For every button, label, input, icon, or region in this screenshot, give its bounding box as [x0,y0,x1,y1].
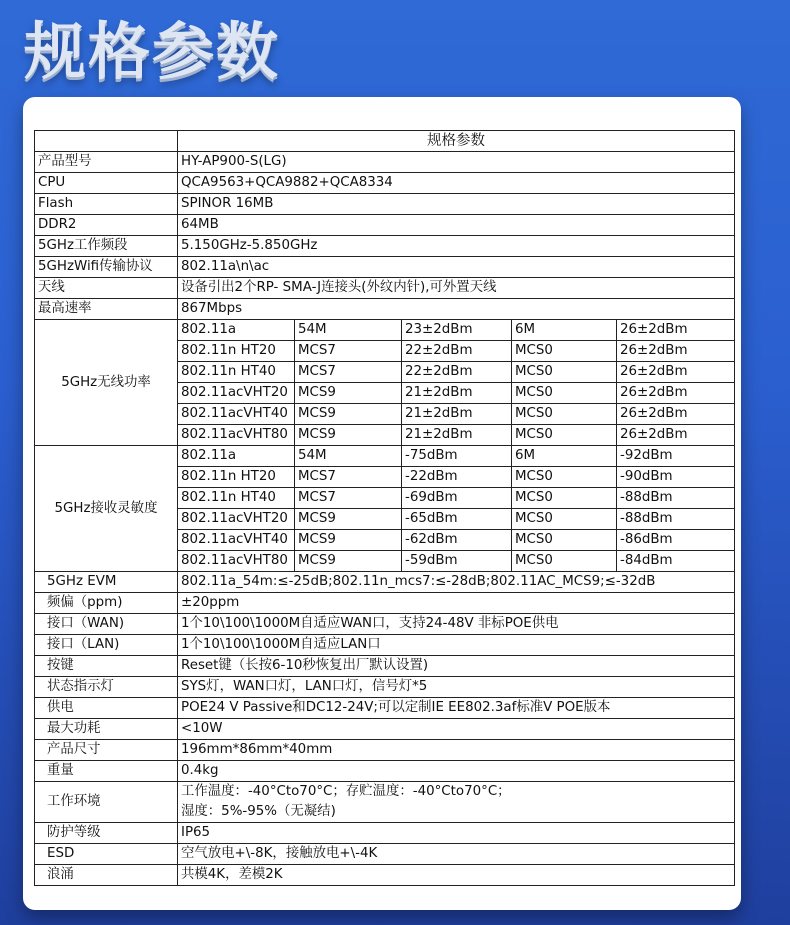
spec-cell: -92dBm [617,446,735,467]
spec-cell: 54M [295,320,402,341]
spec-label: 产品型号 [35,152,178,173]
spec-value: ±20ppm [178,593,735,614]
spec-cell: MCS0 [512,425,617,446]
spec-value: Reset键（长按6-10秒恢复出厂默认设置) [178,656,735,677]
spec-cell: 26±2dBm [617,404,735,425]
spec-table [34,130,735,886]
table-header-row [35,131,735,152]
table-row [35,257,735,278]
spec-cell: MCS9 [295,530,402,551]
spec-cell: 6M [512,320,617,341]
spec-cell: 802.11acVHT80 [178,551,295,572]
tx-power-label: 5GHz无线功率 [35,320,178,446]
spec-cell: 802.11acVHT80 [178,425,295,446]
spec-cell: MCS0 [512,509,617,530]
spec-cell: MCS9 [295,551,402,572]
spec-cell: 21±2dBm [402,404,512,425]
spec-value: 1个10\100\1000M自适应WAN口，支持24-48V 非标POE供电 [178,614,735,635]
spec-value: <10W [178,719,735,740]
spec-cell: MCS9 [295,404,402,425]
spec-cell: 802.11n HT40 [178,362,295,383]
table-row [35,173,735,194]
table-row [35,593,735,614]
spec-label: CPU [35,173,178,194]
spec-cell: 6M [512,446,617,467]
table-row [35,844,735,865]
spec-cell: MCS7 [295,488,402,509]
spec-label: 最高速率 [35,299,178,320]
spec-cell: -22dBm [402,467,512,488]
spec-label: 状态指示灯 [35,677,178,698]
spec-cell: 802.11acVHT20 [178,509,295,530]
table-row [35,194,735,215]
spec-label: 防护等级 [35,823,178,844]
spec-cell: MCS9 [295,383,402,404]
spec-cell: 802.11a [178,320,295,341]
spec-cell: 22±2dBm [402,341,512,362]
spec-value: SYS灯，WAN口灯，LAN口灯，信号灯*5 [178,677,735,698]
spec-cell: 22±2dBm [402,362,512,383]
spec-cell: 26±2dBm [617,383,735,404]
table-row [35,719,735,740]
spec-label: 工作环境 [35,782,178,823]
spec-cell: MCS9 [295,425,402,446]
table-row [35,635,735,656]
spec-cell: 802.11a [178,446,295,467]
spec-cell: 26±2dBm [617,341,735,362]
environment-line-humidity: 湿度：5%-95%（无凝结) [181,804,336,819]
spec-cell: 54M [295,446,402,467]
rx-sensitivity-label: 5GHz接收灵敏度 [35,446,178,572]
table-row [35,823,735,844]
spec-value [178,782,735,823]
spec-value: 0.4kg [178,761,735,782]
spec-cell: MCS7 [295,362,402,383]
table-row [35,740,735,761]
spec-cell: 802.11acVHT40 [178,530,295,551]
spec-label: ESD [35,844,178,865]
table-row [35,299,735,320]
spec-card [23,97,741,910]
spec-cell: -88dBm [617,509,735,530]
table-row [35,656,735,677]
table-row [35,320,735,341]
spec-cell: -75dBm [402,446,512,467]
spec-value: 共模4K，差模2K [178,865,735,886]
spec-label: 浪涌 [35,865,178,886]
spec-cell: 26±2dBm [617,425,735,446]
spec-value: 设备引出2个RP- SMA-J连接头(外纹内针),可外置天线 [178,278,735,299]
spec-label: 接口（WAN) [35,614,178,635]
table-row [35,677,735,698]
spec-cell: MCS0 [512,467,617,488]
spec-cell: 802.11n HT40 [178,488,295,509]
spec-label: 重量 [35,761,178,782]
table-row [35,215,735,236]
spec-cell: 26±2dBm [617,362,735,383]
spec-cell: 21±2dBm [402,383,512,404]
spec-cell: 802.11n HT20 [178,341,295,362]
table-row [35,761,735,782]
spec-label: DDR2 [35,215,178,236]
spec-value: 196mm*86mm*40mm [178,740,735,761]
spec-label: 接口（LAN) [35,635,178,656]
spec-cell: MCS7 [295,341,402,362]
spec-cell: 802.11acVHT20 [178,383,295,404]
spec-cell: 802.11acVHT40 [178,404,295,425]
spec-value: 5.150GHz-5.850GHz [178,236,735,257]
header-blank-cell [35,131,178,152]
spec-label: 频偏（ppm) [35,593,178,614]
spec-cell: MCS0 [512,530,617,551]
spec-cell: MCS0 [512,383,617,404]
spec-cell: MCS7 [295,467,402,488]
table-row [35,446,735,467]
spec-label: 天线 [35,278,178,299]
spec-cell: -59dBm [402,551,512,572]
spec-value: 802.11a\n\ac [178,257,735,278]
spec-cell: -90dBm [617,467,735,488]
spec-cell: -86dBm [617,530,735,551]
table-row [35,278,735,299]
table-row [35,236,735,257]
table-header: 规格参数 [178,131,735,152]
spec-cell: -62dBm [402,530,512,551]
table-row [35,698,735,719]
spec-cell: 26±2dBm [617,320,735,341]
spec-value: 867Mbps [178,299,735,320]
spec-value: QCA9563+QCA9882+QCA8334 [178,173,735,194]
spec-value: POE24 V Passive和DC12-24V;可以定制IE EE802.3af标准V POE版本 [178,698,735,719]
spec-cell: -65dBm [402,509,512,530]
spec-label: 最大功耗 [35,719,178,740]
spec-label: 产品尺寸 [35,740,178,761]
spec-cell: 802.11n HT20 [178,467,295,488]
spec-value: SPINOR 16MB [178,194,735,215]
spec-cell: -69dBm [402,488,512,509]
spec-cell: MCS0 [512,341,617,362]
spec-cell: MCS9 [295,509,402,530]
spec-label: 5GHz EVM [35,572,178,593]
spec-label: 供电 [35,698,178,719]
spec-value: IP65 [178,823,735,844]
spec-cell: MCS0 [512,404,617,425]
table-row [35,614,735,635]
spec-cell: MCS0 [512,362,617,383]
spec-label: 5GHz工作频段 [35,236,178,257]
banner-title: 规格参数 [24,15,281,88]
spec-cell: MCS0 [512,551,617,572]
spec-value: 1个10\100\1000M自适应LAN口 [178,635,735,656]
spec-value: 64MB [178,215,735,236]
spec-label: 按键 [35,656,178,677]
spec-label: Flash [35,194,178,215]
spec-value: 空气放电+\-8K，接触放电+\-4K [178,844,735,865]
spec-cell: 23±2dBm [402,320,512,341]
spec-value: 802.11a_54m:≤-25dB;802.11n_mcs7:≤-28dB;802.11AC_MCS9;≤-32dB [178,572,735,593]
spec-cell: 21±2dBm [402,425,512,446]
table-row [35,865,735,886]
spec-value: HY-AP900-S(LG) [178,152,735,173]
spec-cell: -84dBm [617,551,735,572]
spec-cell: MCS0 [512,488,617,509]
table-row [35,572,735,593]
table-row [35,152,735,173]
spec-label: 5GHzWifi传输协议 [35,257,178,278]
table-row [35,782,735,823]
spec-cell: -88dBm [617,488,735,509]
environment-line-temperature: 工作温度：-40°Cto70°C；存贮温度：-40°Cto70°C； [181,784,511,799]
